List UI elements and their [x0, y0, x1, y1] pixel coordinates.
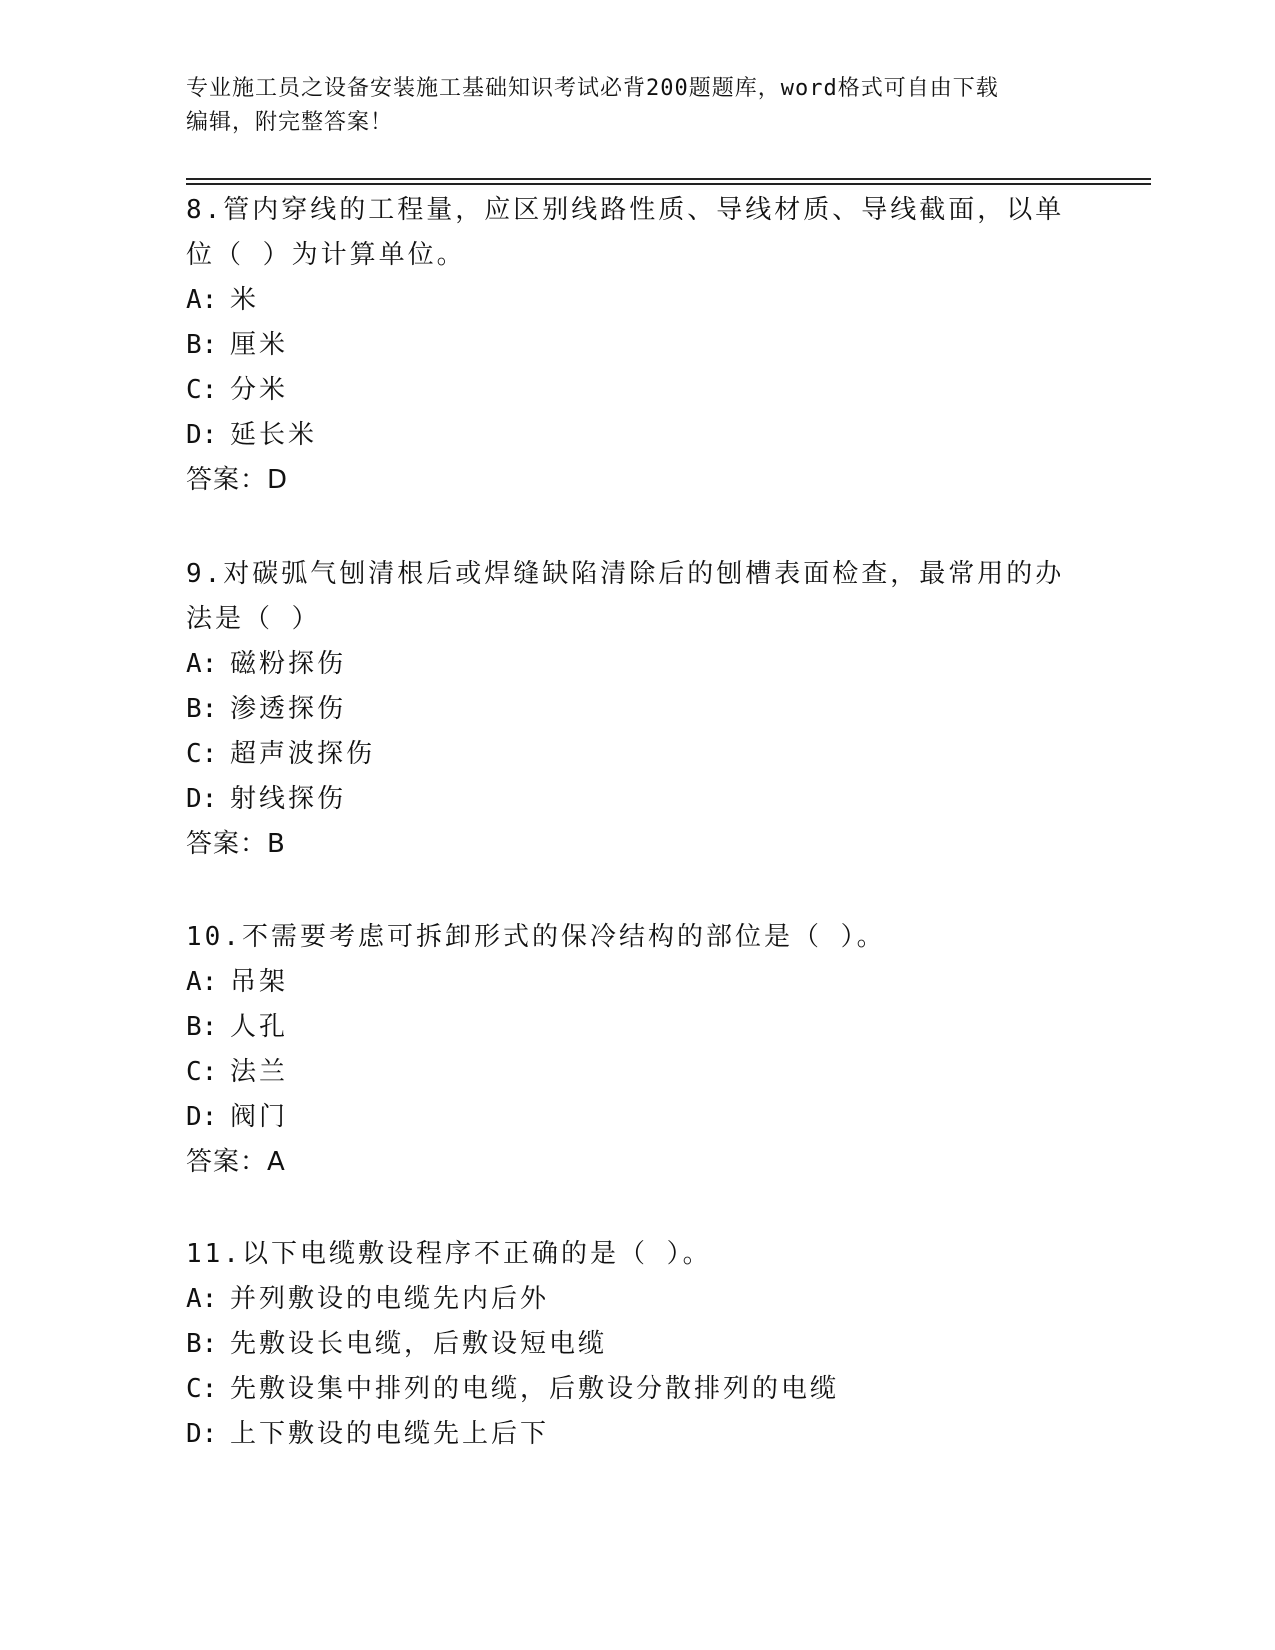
option-text: 法兰 [230, 1057, 289, 1087]
option-key: C: [186, 1374, 218, 1404]
option-key: D: [186, 1419, 218, 1449]
option-text: 磁粉探伤 [230, 649, 347, 679]
option-text: 分米 [230, 375, 289, 405]
option-b [186, 687, 1066, 732]
question-8 [186, 188, 1066, 503]
option-c [186, 732, 1066, 777]
option-key: D: [186, 1102, 218, 1132]
option-text: 上下敷设的电缆先上后下 [230, 1419, 550, 1449]
question-10 [186, 915, 1066, 1185]
answer: 答案：D [186, 465, 289, 495]
option-key: A: [186, 285, 218, 315]
option-c [186, 1050, 1066, 1095]
question-text: 9.对碳弧气刨清根后或焊缝缺陷清除后的刨槽表面检查，最常用的办 [186, 559, 1065, 589]
option-a [186, 960, 1066, 1005]
option-key: B: [186, 1329, 218, 1359]
question-text-continued: 法是（ ） [186, 604, 321, 634]
option-key: A: [186, 649, 218, 679]
option-text: 射线探伤 [230, 784, 347, 814]
option-key: B: [186, 1012, 218, 1042]
option-b [186, 1005, 1066, 1050]
option-text: 人孔 [230, 1012, 289, 1042]
answer: 答案：B [186, 829, 286, 859]
option-text: 延长米 [230, 420, 318, 450]
question-11 [186, 1232, 1066, 1457]
option-text: 先敷设集中排列的电缆，后敷设分散排列的电缆 [230, 1374, 840, 1404]
option-key: B: [186, 330, 218, 360]
option-c [186, 1367, 1066, 1412]
option-text: 厘米 [230, 330, 289, 360]
option-d [186, 1095, 1066, 1140]
option-text: 先敷设长电缆，后敷设短电缆 [230, 1329, 608, 1359]
answer: 答案：A [186, 1147, 286, 1177]
header-line-1: 专业施工员之设备安装施工基础知识考试必背200题题库，word格式可自由下载 [186, 76, 999, 101]
option-d [186, 1412, 1066, 1457]
option-b [186, 1322, 1066, 1367]
option-key: D: [186, 420, 218, 450]
option-c [186, 368, 1066, 413]
header-rule-top [186, 178, 1151, 180]
option-key: C: [186, 739, 218, 769]
option-a [186, 642, 1066, 687]
option-text: 并列敷设的电缆先内后外 [230, 1284, 550, 1314]
option-d [186, 777, 1066, 822]
question-text: 10.不需要考虑可拆卸形式的保冷结构的部位是（ ）。 [186, 922, 886, 952]
option-key: A: [186, 967, 218, 997]
option-a [186, 1277, 1066, 1322]
option-key: C: [186, 375, 218, 405]
option-text: 阀门 [230, 1102, 289, 1132]
question-text: 8.管内穿线的工程量，应区别线路性质、导线材质、导线截面，以单 [186, 195, 1065, 225]
option-key: D: [186, 784, 218, 814]
option-key: C: [186, 1057, 218, 1087]
document-header [186, 72, 1066, 140]
question-text: 11.以下电缆敷设程序不正确的是（ ）。 [186, 1239, 712, 1269]
option-text: 吊架 [230, 967, 289, 997]
option-text: 米 [230, 285, 260, 315]
option-key: A: [186, 1284, 218, 1314]
option-text: 超声波探伤 [230, 739, 376, 769]
header-line-2: 编辑，附完整答案！ [186, 110, 394, 135]
option-key: B: [186, 694, 218, 724]
option-a [186, 278, 1066, 323]
question-text-continued: 位（ ）为计算单位。 [186, 240, 466, 270]
option-b [186, 323, 1066, 368]
header-rule-bottom [186, 183, 1151, 185]
option-d [186, 413, 1066, 458]
option-text: 渗透探伤 [230, 694, 347, 724]
question-9 [186, 552, 1066, 867]
